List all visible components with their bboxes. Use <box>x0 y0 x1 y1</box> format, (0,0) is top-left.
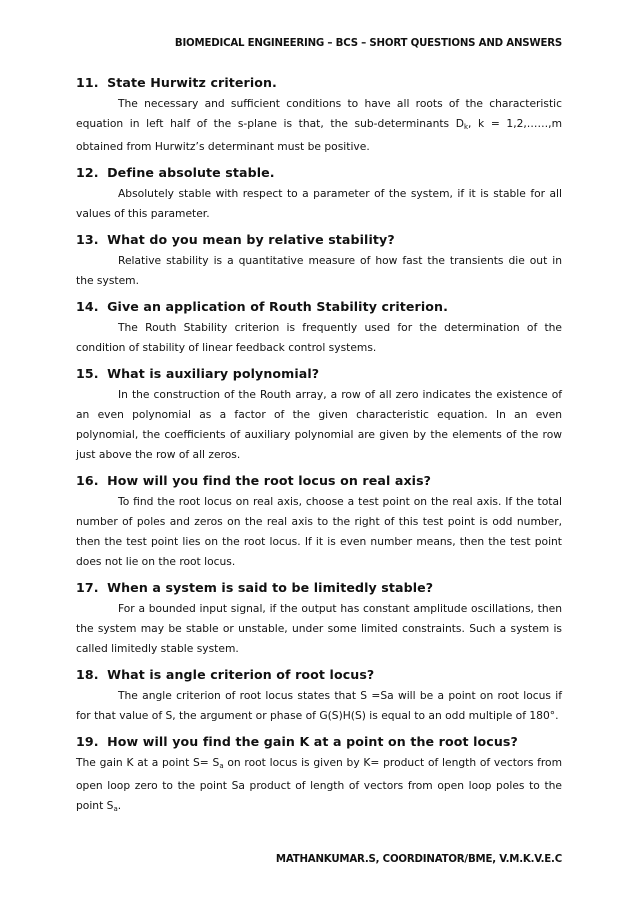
question-text: What is auxiliary polynomial? <box>107 366 320 381</box>
page-header: BIOMEDICAL ENGINEERING – BCS – SHORT QUESTIONS AND ANSWERS <box>174 38 562 49</box>
question-text: How will you find the root locus on real axis? <box>107 473 432 488</box>
answer-part: The necessary and sufficient conditions to have all roots of the characteristic equation in left half of the s-plane is that, the sub-determinants D <box>76 97 562 130</box>
answer-text: For a bounded input signal, if the output has constant amplitude oscillations, then the system may be stable or unstable, under some limited constraints. Such a system is called limitedly stable system. <box>76 602 562 655</box>
question-text: Give an application of Routh Stability criterion. <box>107 299 448 314</box>
answer-subscript: a <box>219 762 224 770</box>
question-number: 14. <box>76 299 99 314</box>
answer-text: The Routh Stability criterion is frequently used for the determination of the condition of stability of linear feedback control systems. <box>76 321 562 354</box>
question-heading <box>76 733 562 751</box>
question-text: State Hurwitz criterion. <box>107 75 277 90</box>
answer-subscript: a <box>113 805 118 813</box>
question-text: How will you find the gain K at a point on the root locus? <box>107 734 518 749</box>
question-heading <box>76 164 562 182</box>
question-heading <box>76 231 562 249</box>
question-number: 13. <box>76 232 99 247</box>
answer-text: The angle criterion of root locus states that S =Sa will be a point on root locus if for that value of S, the argument or phase of G(S)H(S) is equal to an odd multiple of 180°. <box>76 689 562 722</box>
qa-item-19 <box>76 733 562 819</box>
page-footer: MATHANKUMAR.S, COORDINATOR/BME, V.M.K.V.E.C <box>275 854 562 865</box>
answer-part: , k = 1,2,……,m obtained from Hurwitz’s determinant must be positive. <box>76 117 562 153</box>
answer-part: The gain K at a point S= S <box>76 756 220 769</box>
qa-item-15 <box>76 365 562 465</box>
answer-text: To find the root locus on real axis, choose a test point on the real axis. If the total number of poles and zeros on the real axis to the right of this test point is odd number, then the test point lies on the root locus. If it is even number means, then the test point does not lie on the root locus. <box>76 495 562 568</box>
qa-item-14 <box>76 298 562 358</box>
qa-item-16 <box>76 472 562 572</box>
question-number: 17. <box>76 580 99 595</box>
question-heading <box>76 666 562 684</box>
qa-item-11 <box>76 74 562 157</box>
question-heading <box>76 472 562 490</box>
qa-item-17 <box>76 579 562 659</box>
question-number: 12. <box>76 165 99 180</box>
question-number: 16. <box>76 473 99 488</box>
answer-text: Relative stability is a quantitative measure of how fast the transients die out in the system. <box>76 254 562 287</box>
question-text: What do you mean by relative stability? <box>107 232 395 247</box>
qa-item-12 <box>76 164 562 224</box>
qa-item-18 <box>76 666 562 726</box>
question-number: 18. <box>76 667 99 682</box>
question-heading <box>76 298 562 316</box>
qa-item-13 <box>76 231 562 291</box>
document-page <box>76 0 562 903</box>
question-number: 19. <box>76 734 99 749</box>
question-heading <box>76 74 562 92</box>
question-text: Define absolute stable. <box>107 165 275 180</box>
answer-text: In the construction of the Routh array, a row of all zero indicates the existence of an even polynomial as a factor of the given characteristic equation. In an even polynomial, the coefficients of auxiliary polynomial are given by the elements of the row just above the row of all zeros. <box>76 388 562 461</box>
question-text: When a system is said to be limitedly stable? <box>107 580 434 595</box>
answer-part: on root locus is given by K= product of length of vectors from open loop zero to the point Sa product of length of vectors from open loop poles to the point S <box>76 756 563 812</box>
question-text: What is angle criterion of root locus? <box>107 667 375 682</box>
question-number: 11. <box>76 75 99 90</box>
answer-subscript: k <box>463 123 469 131</box>
question-number: 15. <box>76 366 99 381</box>
question-heading <box>76 579 562 597</box>
question-heading <box>76 365 562 383</box>
qa-list <box>76 74 562 826</box>
answer-text <box>76 94 562 157</box>
answer-text: Absolutely stable with respect to a parameter of the system, if it is stable for all values of this parameter. <box>76 187 562 220</box>
answer-text <box>76 753 562 819</box>
answer-part: . <box>117 799 122 812</box>
